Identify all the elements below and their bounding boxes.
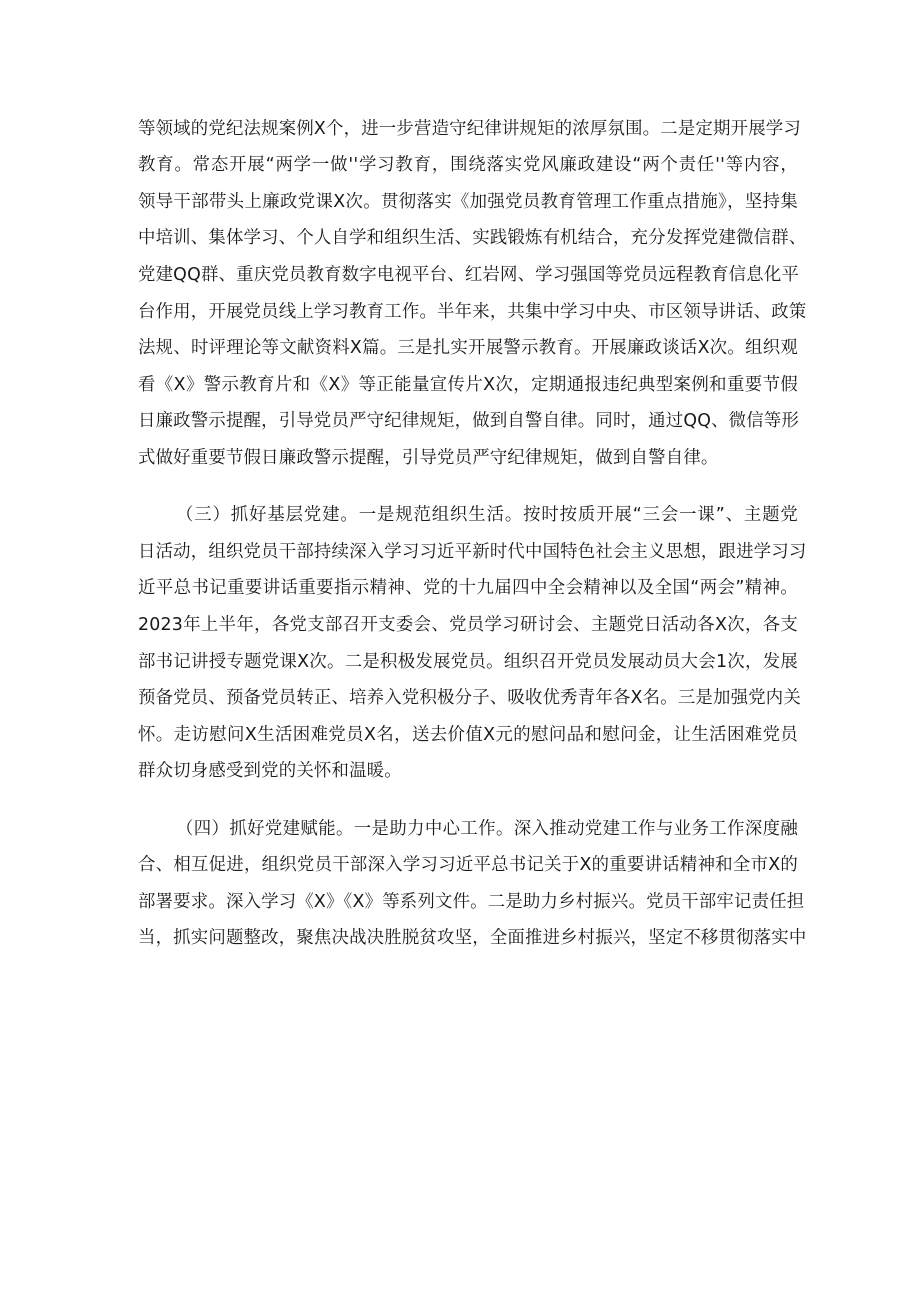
text-line: 日活动，组织党员干部持续深入学习习近平新时代中国特色社会主义思想，跟进学习习 [138, 542, 807, 562]
text-line: 部书记讲授专题党课X次。二是积极发展党员。组织召开党员发展动员大会1次，发展 [138, 652, 798, 672]
text-line: 领导干部带头上廉政党课X次。贯彻落实《加强党员教育管理工作重点措施》，坚持集 [138, 192, 798, 212]
text-line: （四）抓好党建赋能。一是助力中心工作。深入推动党建工作与业务工作深度融 [176, 819, 798, 839]
text-line: 合、相互促进，组织党员干部深入学习习近平总书记关于X的重要讲话精神和全市X的 [138, 855, 798, 875]
text-line: 法规、时评理论等文献资料X篇。三是扎实开展警示教育。开展廉政谈话X次。组织观 [138, 338, 798, 358]
text-line: 教育。常态开展“两学一做''学习教育，围绕落实党风廉政建设“两个责任''等内容， [138, 155, 798, 175]
text-line: 2023年上半年，各党支部召开支委会、党员学习研讨会、主题党日活动各X次，各支 [138, 615, 798, 635]
text-line: 当，抓实问题整改，聚焦决战决胜脱贫攻坚，全面推进乡村振兴，坚定不移贯彻落实中 [138, 928, 807, 948]
text-line: 台作用，开展党员线上学习教育工作。半年来，共集中学习中央、市区领导讲话、政策 [138, 302, 807, 322]
text-line: 怀。走访慰问X生活困难党员X名，送去价值X元的慰问品和慰问金，让生活困难党员 [138, 725, 798, 745]
text-line: 等领域的党纪法规案例X个，进一步营造守纪律讲规矩的浓厚氛围。二是定期开展学习 [138, 119, 801, 139]
text-line: 近平总书记重要讲话重要指示精神、党的十九届四中全会精神以及全国“两会”精神。 [138, 578, 798, 598]
text-line: 部署要求。深入学习《X》《X》等系列文件。二是助力乡村振兴。党员干部牢记责任担 [138, 892, 805, 912]
text-line: 中培训、集体学习、个人自学和组织生活、实践锻炼有机结合，充分发挥党建微信群、 [138, 228, 807, 248]
text-line: 看《X》警示教育片和《X》等正能量宣传片X次，定期通报违纪典型案例和重要节假 [138, 375, 798, 395]
text-line: 日廉政警示提醒，引导党员严守纪律规矩，做到自警自律。同时，通过QQ、微信等形 [138, 411, 800, 431]
text-line: 党建QQ群、重庆党员教育数字电视平台、红岩网、学习强国等党员远程教育信息化平 [138, 265, 800, 285]
text-line: 预备党员、预备党员转正、培养入党积极分子、吸收优秀青年各X名。三是加强党内关 [138, 688, 801, 708]
text-line: 群众切身感受到党的关怀和温暖。 [138, 761, 402, 781]
text-line: （三）抓好基层党建。一是规范组织生活。按时按质开展“三会一课”、主题党 [176, 505, 798, 525]
text-line: 式做好重要节假日廉政警示提醒，引导党员严守纪律规矩，做到自警自律。 [138, 448, 719, 468]
